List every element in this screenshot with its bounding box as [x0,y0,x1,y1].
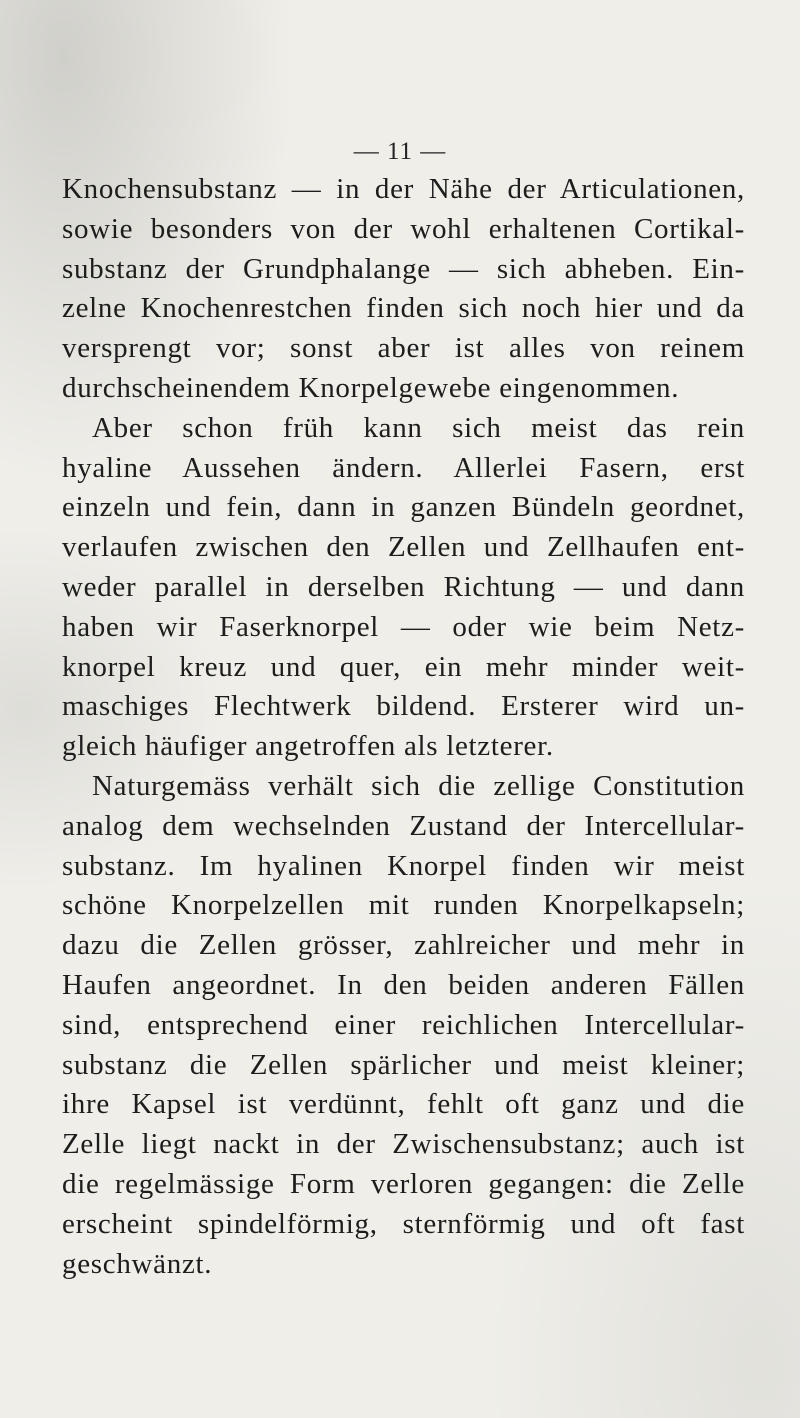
text-line: versprengt vor; sonst aber ist alles von reinem [62,332,745,365]
text-line: knorpel kreuz und quer, ein mehr minder weit- [62,650,745,683]
text-line: durchscheinendem Knorpelgewebe eingenommen. [62,371,680,404]
text-line: verlaufen zwischen den Zellen und Zellhaufen ent- [62,531,745,564]
text-line: gleich häufiger angetroffen als letzterer. [62,730,554,763]
text-line: maschiges Flechtwerk bildend. Ersterer wird un- [62,690,745,723]
text-line: schöne Knorpelzellen mit runden Knorpelkapseln; [62,889,745,922]
body-text [62,170,745,1284]
page-number: — 11 — [353,138,447,165]
text-line: sind, entsprechend einer reichlichen Intercellular- [62,1008,745,1041]
text-line: ihre Kapsel ist verdünnt, fehlt oft ganz und die [62,1088,745,1121]
text-line: substanz der Grundphalange — sich abheben. Ein- [62,252,745,285]
text-line: dazu die Zellen grösser, zahlreicher und mehr in [62,929,745,962]
paragraph [62,170,745,409]
text-line: substanz die Zellen spärlicher und meist kleiner; [62,1048,745,1081]
text-line: zelne Knochenrestchen finden sich noch hier und da [62,292,745,325]
text-line: substanz. Im hyalinen Knorpel finden wir meist [62,849,745,882]
text-line: haben wir Faserknorpel — oder wie beim Netz- [62,610,745,643]
text-line: die regelmässige Form verloren gegangen: die Zelle [62,1167,745,1200]
text-line: Knochensubstanz — in der Nähe der Articulationen, [62,173,745,205]
text-line: Naturgemäss verhält sich die zellige Constitution [92,769,745,802]
paragraph [62,767,745,1284]
text-line: erscheint spindelförmig, sternförmig und oft fast [62,1207,745,1240]
text-line: Haufen angeordnet. In den beiden anderen Fällen [62,968,745,1001]
text-line: hyaline Aussehen ändern. Allerlei Fasern, erst [62,451,745,484]
text-line: geschwänzt. [62,1247,213,1280]
text-line: weder parallel in derselben Richtung — und dann [62,570,745,603]
paragraph [62,409,745,767]
text-line: Aber schon früh kann sich meist das rein [92,411,745,444]
text-line: einzeln und fein, dann in ganzen Bündeln geordnet, [62,491,745,524]
text-line: Zelle liegt nackt in der Zwischensubstanz; auch ist [62,1128,745,1161]
text-line: analog dem wechselnden Zustand der Intercellular- [62,809,745,842]
text-line: sowie besonders von der wohl erhaltenen Cortikal- [62,212,745,245]
